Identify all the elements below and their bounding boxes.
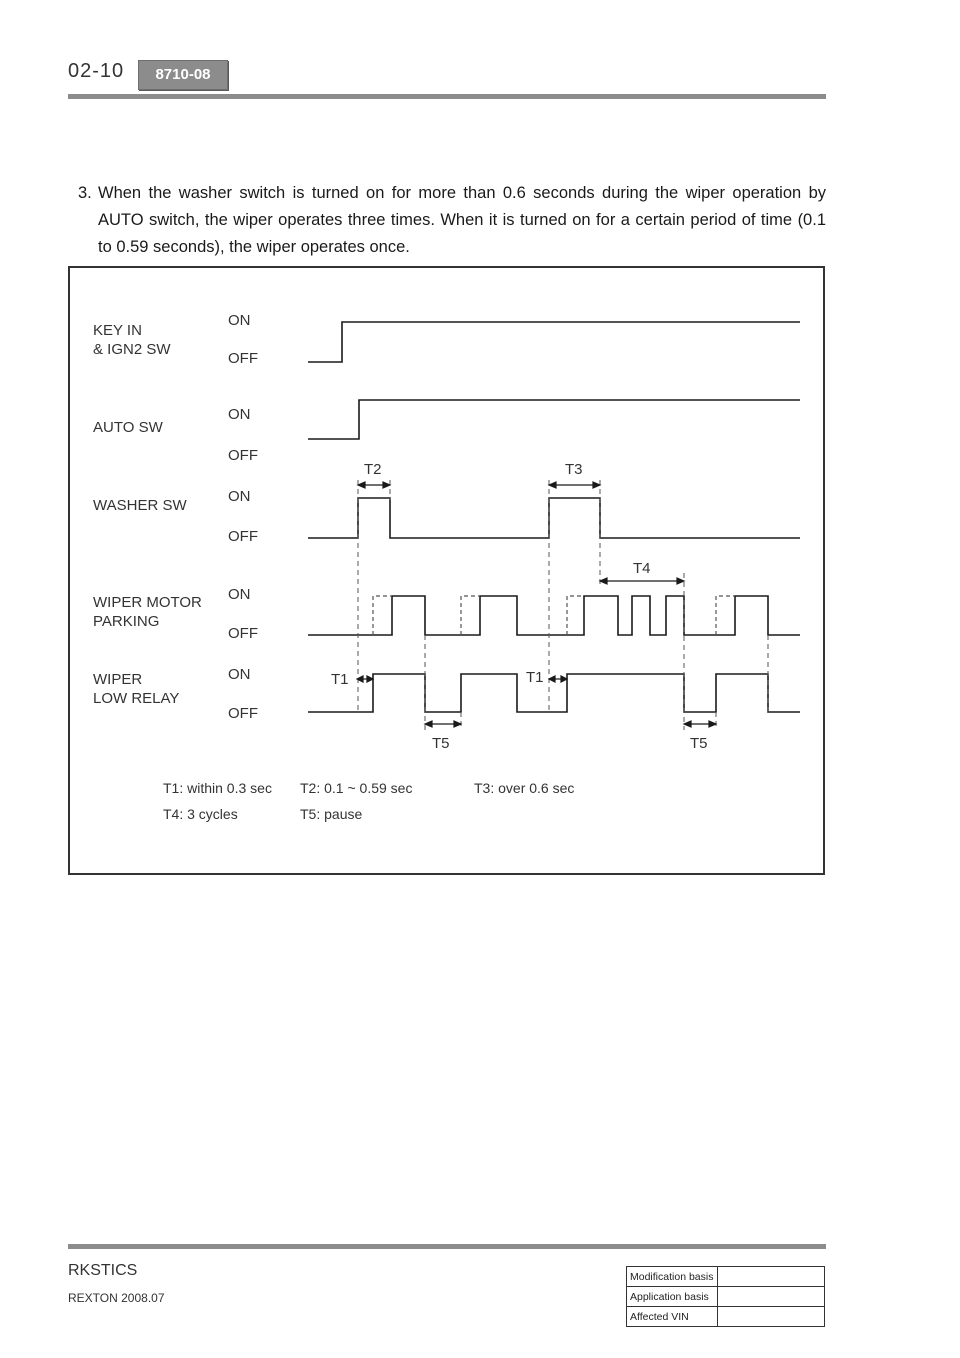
state-on-label: ON	[228, 406, 251, 423]
application-basis-value	[718, 1287, 825, 1307]
t1-label: T1	[526, 669, 544, 686]
parking-dashed-pulses	[373, 596, 735, 635]
state-off-label: OFF	[228, 625, 258, 642]
state-off-label: OFF	[228, 447, 258, 464]
signal-label-wiper-motor: WIPER MOTOR PARKING	[93, 594, 202, 630]
t5-label: T5	[432, 735, 450, 752]
footer-title: RKSTICS	[68, 1262, 138, 1279]
legend-t4: T4: 3 cycles	[163, 806, 238, 822]
modification-table	[626, 1266, 825, 1327]
legend-t3: T3: over 0.6 sec	[474, 780, 575, 796]
footer-rule	[68, 1244, 826, 1249]
timing-diagram	[68, 266, 825, 875]
key-in-ign2-waveform	[308, 322, 800, 362]
legend-t1: T1: within 0.3 sec	[163, 780, 272, 796]
signal-label-wiper-low-relay: WIPER LOW RELAY	[93, 671, 180, 707]
state-on-label: ON	[228, 666, 251, 683]
state-on-label: ON	[228, 488, 251, 505]
state-off-label: OFF	[228, 528, 258, 545]
state-off-label: OFF	[228, 705, 258, 722]
wiper-motor-parking-waveform	[308, 596, 800, 635]
instruction-number: 3.	[78, 184, 92, 202]
instruction-text: When the washer switch is turned on for more than 0.6 seconds during the wiper operation by AUTO switch, the wiper operates three times. When it is turned on for a certain period of time (0.1 to 0.59 seconds), the wiper operates once.	[98, 184, 826, 256]
t1-label: T1	[331, 671, 349, 688]
affected-vin-value	[718, 1307, 825, 1327]
state-on-label: ON	[228, 586, 251, 603]
table-row	[627, 1287, 825, 1307]
washer-sw-waveform	[308, 498, 800, 538]
t4-label: T4	[633, 560, 651, 577]
table-row	[627, 1307, 825, 1327]
timing-arrows	[357, 482, 716, 727]
instruction-paragraph	[78, 180, 826, 261]
modification-basis-label: Modification basis	[627, 1267, 718, 1287]
state-off-label: OFF	[228, 350, 258, 367]
legend-t5: T5: pause	[300, 806, 363, 822]
application-basis-label: Application basis	[627, 1287, 718, 1307]
section-code-badge: 8710-08	[138, 60, 228, 90]
legend-t2: T2: 0.1 ~ 0.59 sec	[300, 780, 413, 796]
signal-label-auto-sw: AUTO SW	[93, 419, 163, 436]
guide-lines	[358, 480, 768, 730]
table-row	[627, 1267, 825, 1287]
auto-sw-waveform	[308, 400, 800, 439]
footer-subtitle: REXTON 2008.07	[68, 1291, 165, 1305]
modification-basis-value	[718, 1267, 825, 1287]
signal-label-key-in: KEY IN & IGN2 SW	[93, 322, 171, 358]
header-rule	[68, 94, 826, 99]
t2-label: T2	[364, 461, 382, 478]
affected-vin-label: Affected VIN	[627, 1307, 718, 1327]
t5-label: T5	[690, 735, 708, 752]
signal-label-washer-sw: WASHER SW	[93, 497, 187, 514]
t3-label: T3	[565, 461, 583, 478]
state-on-label: ON	[228, 312, 251, 329]
page-number: 02-10	[68, 60, 125, 82]
